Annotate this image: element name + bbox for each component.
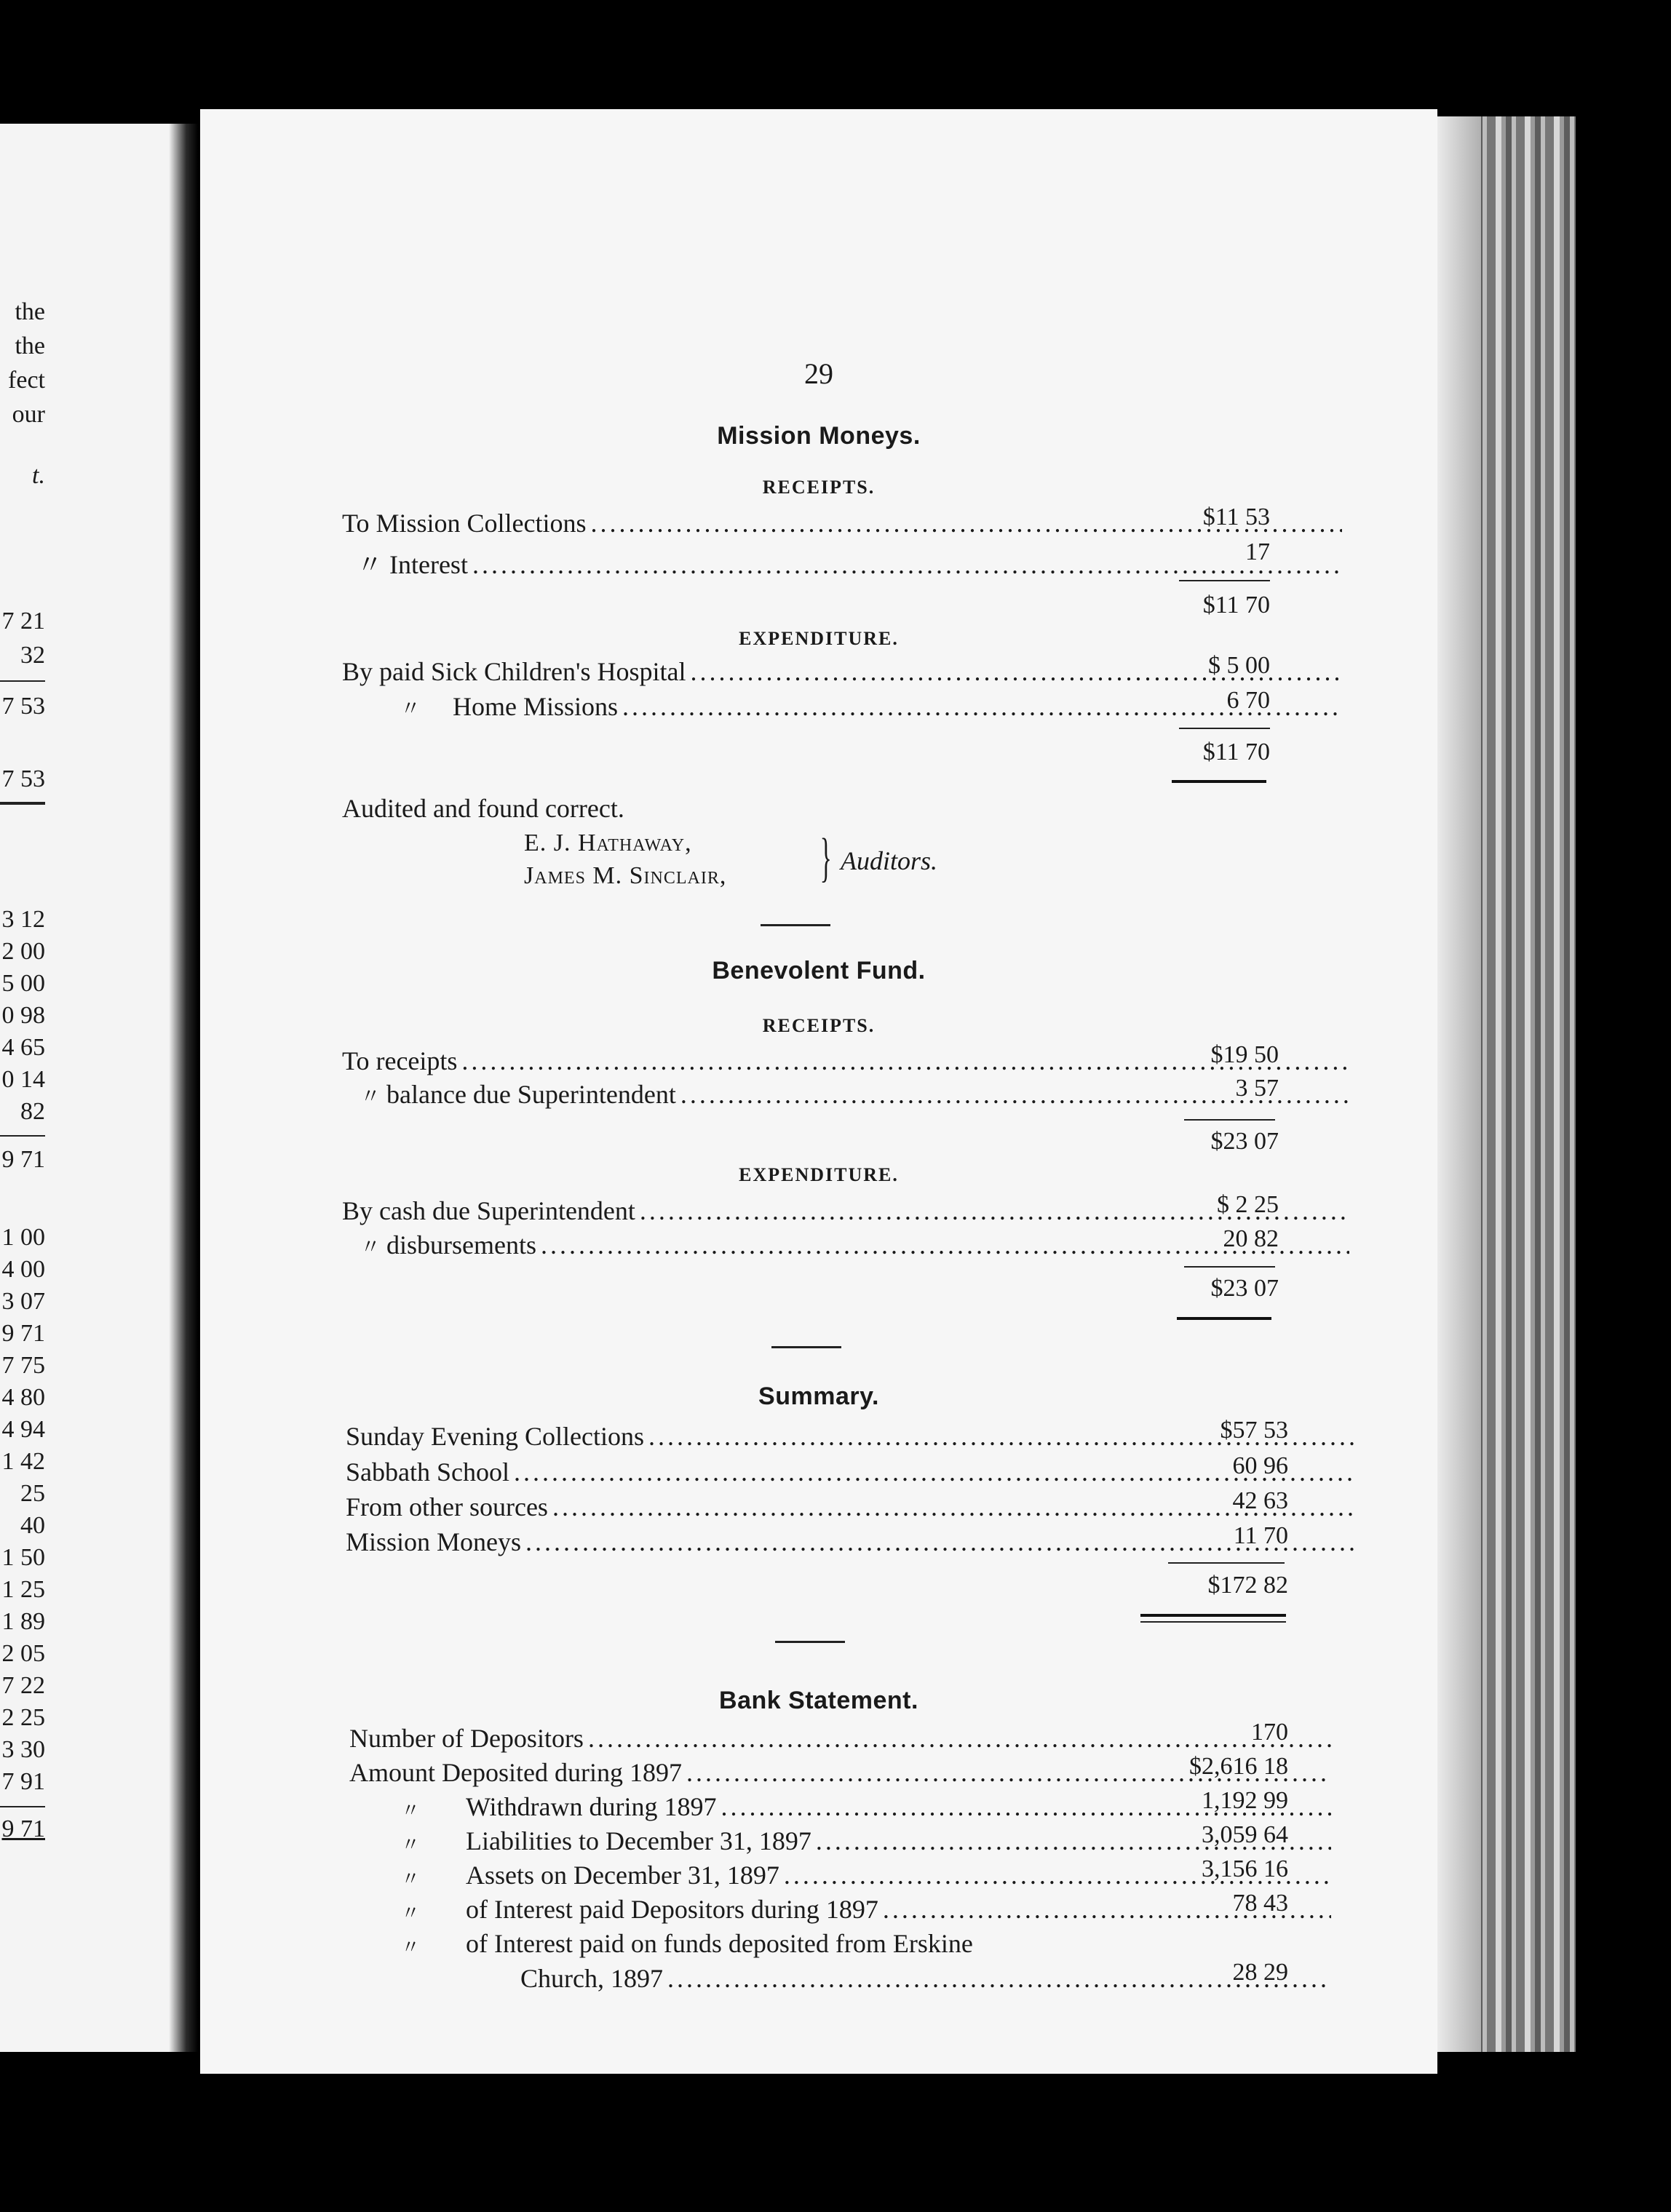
left-amount: 1 25 <box>1 1576 45 1603</box>
auditor-name: E. J. Hathaway, <box>524 830 692 856</box>
ledger-total: $172 82 <box>1207 1572 1288 1599</box>
left-text-fragment: our <box>12 401 45 428</box>
left-amount: 1 50 <box>1 1544 45 1571</box>
ledger-amount: 3,059 64 <box>1202 1821 1288 1848</box>
ledger-label: Assets on December 31, 1897 <box>466 1861 779 1890</box>
left-rule <box>0 802 45 805</box>
benevolent-receipts-heading: RECEIPTS. <box>762 1015 876 1036</box>
ledger-amount: 20 82 <box>1223 1225 1279 1252</box>
left-amount: 7 53 <box>1 765 45 792</box>
book-gutter <box>169 124 198 2052</box>
left-amount: 7 22 <box>1 1672 45 1699</box>
benevolent-fund-heading: Benevolent Fund. <box>712 957 926 984</box>
left-amount: 2 00 <box>1 938 45 965</box>
ledger-amount: 60 96 <box>1232 1452 1288 1479</box>
left-rule <box>0 1135 45 1137</box>
sum-rule <box>1179 580 1270 581</box>
left-amount: 82 <box>20 1098 45 1125</box>
ledger-label: To Mission Collections <box>342 509 587 538</box>
ledger-amount: 1,192 99 <box>1202 1787 1288 1814</box>
ditto-mark: 〃 <box>401 1903 421 1924</box>
ledger-amount: 3 57 <box>1235 1075 1279 1102</box>
ledger-label: By cash due Superintendent <box>342 1196 635 1225</box>
ledger-amount: 11 70 <box>1233 1522 1288 1549</box>
left-text-fragment: the <box>15 298 45 325</box>
total-rule <box>1140 1614 1286 1617</box>
ledger-amount: 78 43 <box>1232 1890 1288 1917</box>
ledger-amount: 170 <box>1251 1719 1288 1746</box>
left-amount: 9 71 <box>1 1815 45 1842</box>
left-amount: 0 14 <box>1 1066 45 1093</box>
ledger-amount: 28 29 <box>1232 1959 1288 1986</box>
left-amount: 4 80 <box>1 1384 45 1411</box>
sum-rule <box>1179 728 1270 729</box>
ledger-label: Liabilities to December 31, 1897 <box>466 1826 811 1855</box>
ledger-label: Amount Deposited during 1897 <box>349 1758 682 1787</box>
ledger-label: Withdrawn during 1897 <box>466 1792 717 1821</box>
ledger-label: Sunday Evening Collections <box>346 1422 644 1451</box>
ledger-label: of Interest paid on funds deposited from Erskine <box>466 1929 973 1958</box>
total-rule <box>1177 1317 1271 1320</box>
ledger-label: Church, 1897 <box>520 1964 663 1993</box>
main-page <box>200 109 1437 2074</box>
left-amount: 40 <box>20 1512 45 1539</box>
left-amount: 4 65 <box>1 1034 45 1061</box>
ledger-label: of Interest paid Depositors during 1897 <box>466 1895 878 1924</box>
ditto-mark: 〃 <box>400 698 421 720</box>
ledger-label: Mission Moneys <box>346 1527 522 1556</box>
left-text-fragment: t. <box>32 462 45 489</box>
left-amount: 9 71 <box>1 1320 45 1347</box>
bank-statement-heading: Bank Statement. <box>719 1687 918 1714</box>
ledger-label: Number of Depositors <box>349 1724 584 1753</box>
summary-heading: Summary. <box>758 1382 879 1410</box>
left-amount: 32 <box>20 642 45 669</box>
auditors-label: Auditors. <box>841 846 938 875</box>
ditto-mark: 〃 <box>360 1086 381 1108</box>
left-amount: 4 94 <box>1 1416 45 1443</box>
left-amount: 0 98 <box>1 1002 45 1029</box>
left-amount: 1 89 <box>1 1608 45 1635</box>
book-edge-shade <box>1437 116 1481 2052</box>
ledger-total: $11 70 <box>1202 739 1270 765</box>
ledger-amount: $57 53 <box>1220 1417 1288 1444</box>
ledger-label: balance due Superintendent <box>386 1080 676 1109</box>
sum-rule <box>1168 1562 1285 1564</box>
ditto-mark: 〃 <box>401 1834 421 1855</box>
left-amount: 2 05 <box>1 1640 45 1667</box>
ledger-total: $23 07 <box>1210 1275 1279 1302</box>
left-amount: 3 12 <box>1 906 45 933</box>
mission-moneys-heading: Mission Moneys. <box>717 422 921 450</box>
left-amount: 2 25 <box>1 1704 45 1731</box>
auditor-name: James M. Sinclair, <box>524 862 727 889</box>
ditto-mark: 〃 <box>401 1869 421 1890</box>
ledger-total: $11 70 <box>1202 592 1270 618</box>
left-facing-page <box>0 124 188 2052</box>
ledger-amount: 3,156 16 <box>1202 1855 1288 1882</box>
total-rule <box>1172 780 1266 783</box>
ditto-mark: 〃 <box>401 1800 421 1821</box>
ledger-label: 〃 Interest <box>357 550 468 579</box>
left-amount: 7 53 <box>1 693 45 720</box>
sum-rule <box>1184 1266 1275 1268</box>
left-rule <box>0 680 45 682</box>
left-text-fragment: the <box>15 333 45 359</box>
section-separator <box>775 1641 845 1643</box>
ledger-label: Sabbath School <box>346 1457 509 1487</box>
ledger-label: To receipts <box>342 1046 458 1075</box>
section-separator <box>771 1346 841 1348</box>
ledger-label: From other sources <box>346 1492 548 1521</box>
left-amount: 25 <box>20 1480 45 1507</box>
ledger-amount: 6 70 <box>1226 687 1270 714</box>
ledger-amount: $19 50 <box>1210 1041 1279 1068</box>
ledger-amount: $11 53 <box>1202 504 1270 530</box>
ledger-label: Home Missions <box>453 692 619 721</box>
left-amount: 4 00 <box>1 1256 45 1283</box>
left-amount: 3 07 <box>1 1288 45 1315</box>
section-separator <box>761 924 830 926</box>
benevolent-expenditure-heading: EXPENDITURE. <box>739 1164 899 1185</box>
total-rule <box>1140 1621 1286 1623</box>
ledger-total: $23 07 <box>1210 1128 1279 1155</box>
ledger-label: disbursements <box>386 1230 536 1260</box>
left-amount: 3 30 <box>1 1736 45 1763</box>
ledger-amount: $ 2 25 <box>1217 1191 1279 1218</box>
ditto-mark: 〃 <box>401 1937 421 1958</box>
left-rule <box>0 1806 45 1807</box>
ledger-amount: $2,616 18 <box>1189 1753 1288 1780</box>
sum-rule <box>1184 1119 1275 1121</box>
left-amount: 7 91 <box>1 1768 45 1795</box>
ledger-amount: 42 63 <box>1232 1487 1288 1514</box>
ditto-mark: 〃 <box>360 1236 381 1259</box>
ledger-amount: $ 5 00 <box>1208 652 1270 679</box>
auditors-brace: } <box>819 828 832 888</box>
left-amount: 5 00 <box>1 970 45 997</box>
left-amount: 1 00 <box>1 1224 45 1251</box>
left-amount: 1 42 <box>1 1448 45 1475</box>
ledger-amount: 17 <box>1245 538 1270 565</box>
page-number: 29 <box>804 357 833 390</box>
left-amount: 7 21 <box>1 608 45 634</box>
left-text-fragment: fect <box>8 367 45 394</box>
left-amount: 7 75 <box>1 1352 45 1379</box>
left-amount: 9 71 <box>1 1146 45 1173</box>
mission-expenditure-heading: EXPENDITURE. <box>739 628 899 649</box>
ledger-label: By paid Sick Children's Hospital <box>342 657 686 686</box>
audit-note: Audited and found correct. <box>342 794 624 823</box>
mission-receipts-heading: RECEIPTS. <box>762 477 876 498</box>
